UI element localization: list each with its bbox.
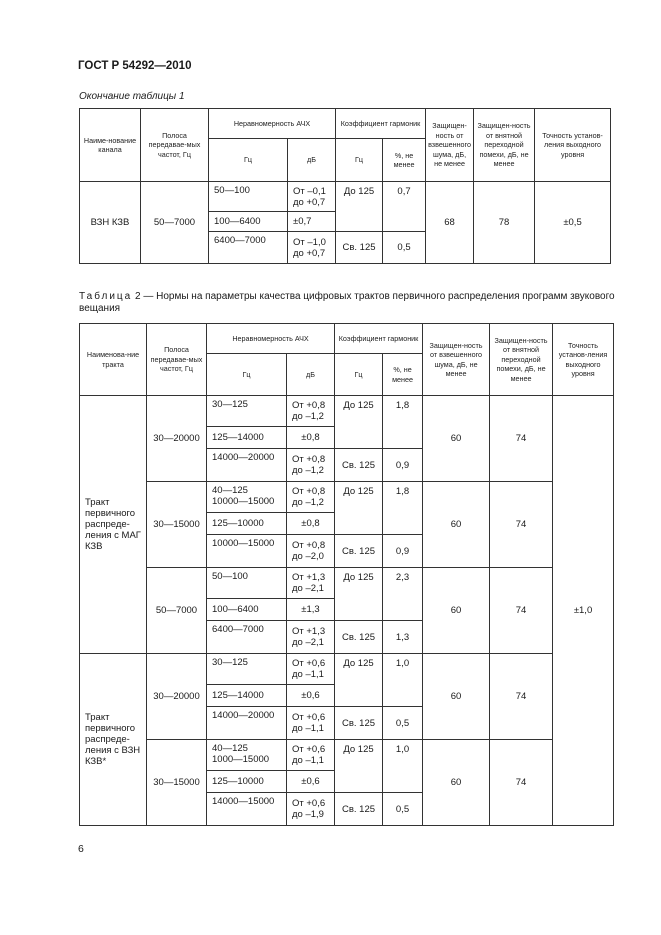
t1-afr-db (288, 182, 336, 212)
t2-harm-hz: До 125 (335, 654, 383, 707)
page-number: 6 (78, 843, 84, 855)
t1-level: ±0,5 (535, 182, 611, 264)
t2-afr-hz: 125—10000 (207, 771, 287, 793)
t2-noise: 60 (423, 654, 490, 740)
t2-afr-hz: 125—14000 (207, 427, 287, 449)
t2-band: 30—15000 (147, 740, 207, 826)
t2-header-afr-db: дБ (287, 354, 335, 396)
t1-noise: 68 (426, 182, 474, 264)
t2-afr-db-line2: до –1,2 (292, 465, 324, 476)
t2-harm-hz: Св. 125 (335, 535, 383, 568)
t2-afr-db-line2: до –1,2 (292, 411, 324, 422)
t1-header-crosstalk: Защищен-ность от внятной переходной помехи, дБ, не менее (474, 109, 535, 182)
t2-crosstalk: 74 (490, 654, 553, 740)
t2-harm-hz: До 125 (335, 568, 383, 621)
t2-afr-hz-line1: 40—125 (212, 485, 248, 496)
t2-harm-hz: Св. 125 (335, 449, 383, 482)
t2-header-name: Наименова-ние тракта (80, 324, 147, 396)
t2-level: ±1,0 (553, 396, 614, 826)
t2-header-harmonics: Коэффициент гармоник (335, 324, 423, 354)
t2-afr-db-line2: до –2,1 (292, 583, 324, 594)
t1-header-band: Полоса передавае-мых частот, Гц (141, 109, 209, 182)
t2-afr-db (287, 654, 335, 685)
t1-header-afr-db: дБ (288, 139, 336, 182)
t2-crosstalk: 74 (490, 482, 553, 568)
t2-afr-db-line1: От +0,8 (292, 400, 326, 411)
t2-afr-db (287, 568, 335, 599)
t1-harm-hz: До 125 (336, 182, 383, 232)
table1 (79, 108, 611, 264)
t2-crosstalk: 74 (490, 396, 553, 482)
t2-harm-pct: 1,8 (383, 482, 423, 535)
t2-header-band: Полоса передавае-мых частот, Гц (147, 324, 207, 396)
t2-afr-db (287, 707, 335, 740)
t1-channel-name: ВЗН КЗВ (80, 182, 141, 264)
t2-afr-db (287, 482, 335, 513)
t1-afr-hz: 100—6400 (209, 212, 288, 232)
t2-afr-db-line1: От +0,6 (292, 712, 326, 723)
t2-afr-db: ±0,8 (287, 427, 335, 449)
t2-afr-hz: 30—125 (207, 396, 287, 427)
t1-header-name: Наиме-нование канала (80, 109, 141, 182)
t1-band: 50—7000 (141, 182, 209, 264)
t2-afr-db-line1: От +0,6 (292, 798, 326, 809)
t1-header-afr-hz: Гц (209, 139, 288, 182)
t2-afr-db (287, 740, 335, 771)
t2-afr-hz (207, 740, 287, 771)
t2-afr-hz: 125—10000 (207, 513, 287, 535)
t1-harm-hz: Св. 125 (336, 232, 383, 264)
t2-noise: 60 (423, 568, 490, 654)
t1-afr-db-line2: до +0,7 (293, 247, 326, 259)
t2-band: 30—20000 (147, 396, 207, 482)
t1-header-level: Точность установ-ления выходного уровня (535, 109, 611, 182)
t2-noise: 60 (423, 740, 490, 826)
t2-header-harm-hz: Гц (335, 354, 383, 396)
t2-noise: 60 (423, 482, 490, 568)
t2-afr-db-line2: до –1,1 (292, 723, 324, 734)
t2-afr-db (287, 621, 335, 654)
t2-afr-hz: 10000—15000 (207, 535, 287, 568)
t2-harm-pct: 2,3 (383, 568, 423, 621)
t2-afr-db-line2: до –2,1 (292, 637, 324, 648)
table2-caption-text: 2 — Нормы на параметры качества цифровых трактов первичного распределения программ звукового вещания (79, 291, 615, 314)
t2-afr-hz: 6400—7000 (207, 621, 287, 654)
t2-afr-hz: 14000—15000 (207, 793, 287, 826)
t2-afr-db: ±0,6 (287, 771, 335, 793)
t2-harm-hz: До 125 (335, 482, 383, 535)
t2-afr-hz-line2: 1000—15000 (212, 754, 270, 765)
document-header: ГОСТ Р 54292—2010 (78, 60, 192, 72)
t2-afr-hz: 30—125 (207, 654, 287, 685)
t1-harm-pct: 0,5 (383, 232, 426, 264)
t2-harm-pct: 1,8 (383, 396, 423, 449)
t2-afr-db-line2: до –1,1 (292, 755, 324, 766)
t2-noise: 60 (423, 396, 490, 482)
t2-harm-hz: Св. 125 (335, 793, 383, 826)
t2-afr-db (287, 449, 335, 482)
t2-afr-db-line1: От +0,8 (292, 454, 326, 465)
t2-afr-db: ±0,8 (287, 513, 335, 535)
table2-caption-label: Таблица (79, 291, 133, 302)
t2-harm-pct: 1,3 (383, 621, 423, 654)
t2-afr-db-line1: От +0,6 (292, 744, 326, 755)
t2-harm-hz: Св. 125 (335, 707, 383, 740)
t2-afr-db-line2: до –1,2 (292, 497, 324, 508)
t2-header-harm-pct: %, не менее (383, 354, 423, 396)
t1-afr-db: ±0,7 (288, 212, 336, 232)
t1-afr-db-line1: От –0,1 (293, 185, 326, 197)
t2-afr-db-line1: От +0,6 (292, 658, 326, 669)
t2-crosstalk: 74 (490, 740, 553, 826)
t1-header-harm-pct: %, не менее (383, 139, 426, 182)
t2-afr-db-line1: От +1,3 (292, 572, 326, 583)
t1-afr-hz: 6400—7000 (209, 232, 288, 264)
t1-header-afr: Неравномерность АЧХ (209, 109, 336, 139)
t2-afr-db (287, 793, 335, 826)
t2-header-level: Точность установ-ления выходного уровня (553, 324, 614, 396)
t2-tract-name: Тракт первичного распреде-ления с МАГ КЗВ (80, 396, 147, 654)
t2-afr-db: ±1,3 (287, 599, 335, 621)
t2-afr-hz: 50—100 (207, 568, 287, 599)
t2-header-afr: Неравномерность АЧХ (207, 324, 335, 354)
t2-tract-name: Тракт первичного распреде-ления с ВЗН КЗВ* (80, 654, 147, 826)
t1-afr-db-line2: до +0,7 (293, 196, 326, 208)
table2-caption (79, 291, 619, 315)
table1-caption: Окончание таблицы 1 (79, 91, 185, 102)
t2-harm-hz: До 125 (335, 396, 383, 449)
t2-band: 50—7000 (147, 568, 207, 654)
t2-header-noise: Защищен-ность от взвешенного шума, дБ, не менее (423, 324, 490, 396)
t2-afr-hz: 14000—20000 (207, 707, 287, 740)
t2-afr-db-line2: до –1,1 (292, 669, 324, 680)
table2 (79, 323, 614, 826)
t2-afr-db-line1: От +1,3 (292, 626, 326, 637)
t2-header-afr-hz: Гц (207, 354, 287, 396)
t1-afr-hz: 50—100 (209, 182, 288, 212)
t2-harm-hz: До 125 (335, 740, 383, 793)
t2-afr-db-line2: до –2,0 (292, 551, 324, 562)
t2-afr-hz: 125—14000 (207, 685, 287, 707)
t2-afr-hz-line1: 40—125 (212, 743, 248, 754)
t2-band: 30—15000 (147, 482, 207, 568)
t2-afr-db (287, 535, 335, 568)
t2-harm-pct: 1,0 (383, 654, 423, 707)
t2-afr-db-line1: От +0,8 (292, 486, 326, 497)
t1-header-noise: Защищен-ность от взвешенного шума, дБ, не менее (426, 109, 474, 182)
t1-afr-db-line1: От –1,0 (293, 236, 326, 248)
t2-harm-pct: 0,9 (383, 535, 423, 568)
t2-afr-hz-line2: 10000—15000 (212, 496, 275, 507)
t2-harm-pct: 0,5 (383, 707, 423, 740)
t1-header-harmonics: Коэффициент гармоник (336, 109, 426, 139)
t2-header-crosstalk: Защищен-ность от внятной переходной помехи, дБ, не менее (490, 324, 553, 396)
t2-afr-db (287, 396, 335, 427)
t2-band: 30—20000 (147, 654, 207, 740)
t1-header-harm-hz: Гц (336, 139, 383, 182)
t2-afr-db-line1: От +0,8 (292, 540, 326, 551)
t2-afr-hz: 100—6400 (207, 599, 287, 621)
t2-harm-pct: 1,0 (383, 740, 423, 793)
t1-harm-pct: 0,7 (383, 182, 426, 232)
t2-afr-db-line2: до –1,9 (292, 809, 324, 820)
t2-afr-db: ±0,6 (287, 685, 335, 707)
t1-crosstalk: 78 (474, 182, 535, 264)
t2-afr-hz (207, 482, 287, 513)
t1-afr-db (288, 232, 336, 264)
t2-afr-hz: 14000—20000 (207, 449, 287, 482)
t2-harm-pct: 0,9 (383, 449, 423, 482)
t2-harm-pct: 0,5 (383, 793, 423, 826)
t2-crosstalk: 74 (490, 568, 553, 654)
t2-harm-hz: Св. 125 (335, 621, 383, 654)
